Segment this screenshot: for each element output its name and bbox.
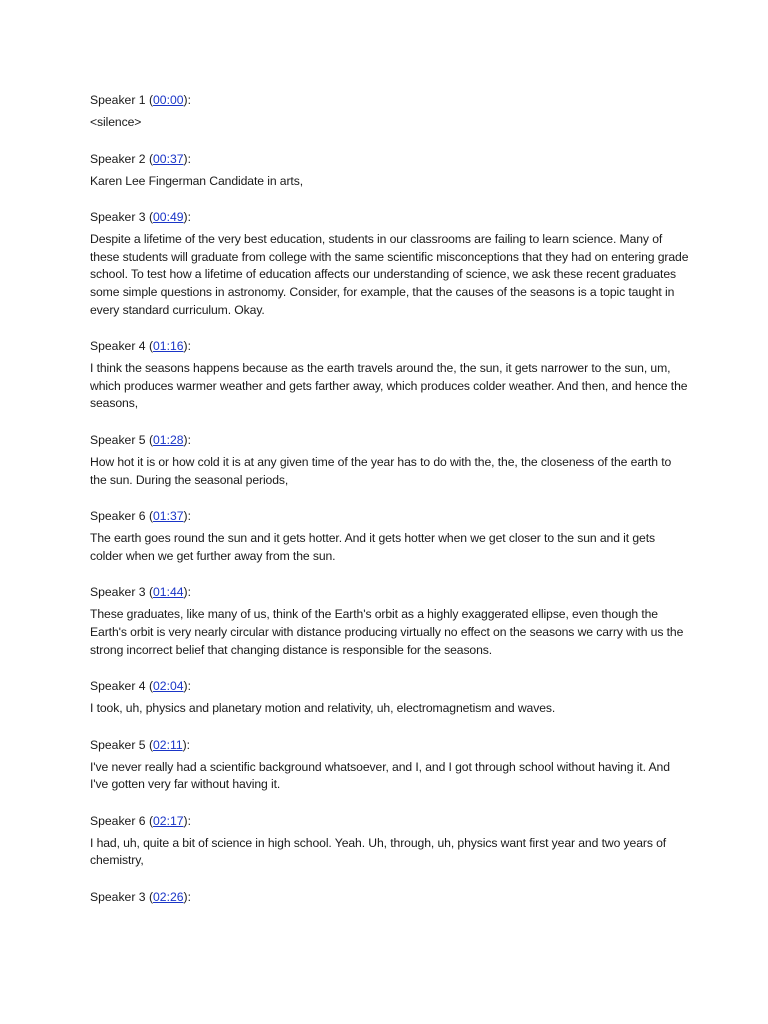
transcript-entry xyxy=(90,151,690,191)
transcript-entry xyxy=(90,209,690,319)
timestamp-link[interactable]: 01:16 xyxy=(153,339,184,354)
speaker-line: Speaker 5 (01:28): xyxy=(90,432,191,447)
timestamp-link[interactable]: 01:44 xyxy=(153,585,184,600)
speaker-line: Speaker 2 (00:37): xyxy=(90,151,191,166)
utterance-text: These graduates, like many of us, think of the Earth's orbit as a highly exaggerated ellipse, even though the Earth's orbit is very nearly circular with distance producing virtually no effect on the seasons we carry with us the strong incorrect belief that changing distance is responsible for the seasons. xyxy=(90,607,684,657)
timestamp-link[interactable]: 02:17 xyxy=(153,813,184,828)
transcript-entry xyxy=(90,737,690,794)
timestamp-link[interactable]: 02:11 xyxy=(153,737,183,752)
speaker-line: Speaker 4 (01:16): xyxy=(90,339,191,354)
speaker-line: Speaker 3 (02:26): xyxy=(90,890,191,905)
utterance-text: How hot it is or how cold it is at any given time of the year has to do with the, the, the closeness of the earth to the sun. During the seasonal periods, xyxy=(90,454,672,487)
utterance-text: <silence> xyxy=(90,115,142,129)
timestamp-link[interactable]: 01:28 xyxy=(153,432,184,447)
transcript-entry xyxy=(90,508,690,565)
utterance-text: The earth goes round the sun and it gets hotter. And it gets hotter when we get closer to the sun and it gets colder when we get further away from the sun. xyxy=(90,531,655,563)
transcript-entry xyxy=(90,584,690,659)
utterance-text: I've never really had a scientific background whatsoever, and I, and I got through school without having it. And I've gotten very far without having it. xyxy=(90,759,670,792)
speaker-line: Speaker 4 (02:04): xyxy=(90,679,191,694)
speaker-name: Speaker 3 xyxy=(90,890,146,905)
utterance-text: Despite a lifetime of the very best education, students in our classrooms are failing to learn science. Many of these students will graduate from college with the same scientific misconceptions that they had on entering grade school. To test how a lifetime of education affects our understanding of science, we ask these recent graduates some simple questions in astronomy. Consider, for example, that the causes of the seasons is a topic taught in every standard curriculum. Okay. xyxy=(90,232,689,317)
transcript-entry xyxy=(90,432,690,489)
speaker-name: Speaker 5 xyxy=(90,432,146,447)
speaker-name: Speaker 6 xyxy=(90,509,146,524)
timestamp-link[interactable]: 01:37 xyxy=(153,509,184,524)
transcript-entry xyxy=(90,889,690,906)
speaker-name: Speaker 2 xyxy=(90,151,146,166)
timestamp-link[interactable]: 02:26 xyxy=(153,890,184,905)
utterance-text: I took, uh, physics and planetary motion and relativity, uh, electromagnetism and waves. xyxy=(90,701,556,716)
transcript-page xyxy=(90,92,690,925)
speaker-line: Speaker 3 (01:44): xyxy=(90,585,191,600)
speaker-line: Speaker 5 (02:11): xyxy=(90,737,191,752)
speaker-name: Speaker 1 xyxy=(90,93,146,107)
utterance-text: Karen Lee Fingerman Candidate in arts, xyxy=(90,173,303,188)
timestamp-link[interactable]: 00:00 xyxy=(153,93,184,107)
transcript-entry xyxy=(90,678,690,718)
speaker-name: Speaker 4 xyxy=(90,339,146,354)
speaker-line: Speaker 3 (00:49): xyxy=(90,210,191,225)
speaker-line: Speaker 6 (01:37): xyxy=(90,509,191,524)
speaker-name: Speaker 4 xyxy=(90,679,146,694)
speaker-name: Speaker 3 xyxy=(90,210,146,225)
utterance-text: I had, uh, quite a bit of science in high school. Yeah. Uh, through, uh, physics want first year and two years of chemistry, xyxy=(90,835,667,868)
timestamp-link[interactable]: 00:49 xyxy=(153,210,184,225)
transcript-entry xyxy=(90,338,690,413)
transcript-entry xyxy=(90,92,690,132)
transcript-entry xyxy=(90,813,690,870)
timestamp-link[interactable]: 02:04 xyxy=(153,679,184,694)
utterance-text: I think the seasons happens because as the earth travels around the, the sun, it gets narrower to the sun, um, which produces warmer weather and gets farther away, which produces colder weather. And then, and hence the seasons, xyxy=(90,361,688,411)
speaker-line: Speaker 6 (02:17): xyxy=(90,813,191,828)
speaker-line: Speaker 1 (00:00): xyxy=(90,93,191,107)
speaker-name: Speaker 3 xyxy=(90,585,146,600)
speaker-name: Speaker 6 xyxy=(90,813,146,828)
speaker-name: Speaker 5 xyxy=(90,737,146,752)
timestamp-link[interactable]: 00:37 xyxy=(153,151,184,166)
